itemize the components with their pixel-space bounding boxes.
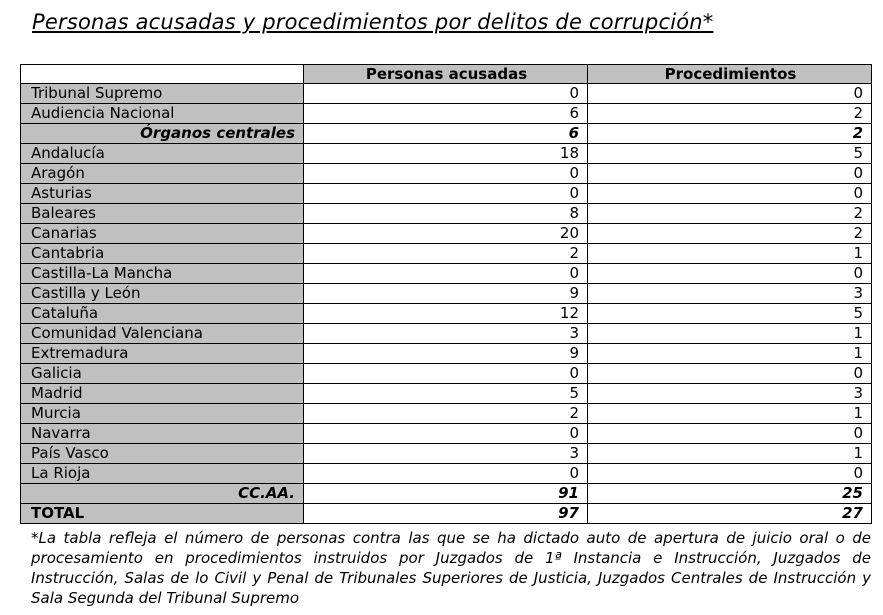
table-row [21,344,872,364]
row-label: Aragón [21,164,304,184]
procedimientos-cell: 1 [588,444,872,464]
row-label: Asturias [21,184,304,204]
header-personas-acusadas: Personas acusadas [304,65,588,84]
row-label: CC.AA. [21,484,304,504]
row-label: Galicia [21,364,304,384]
row-label: Cataluña [21,304,304,324]
table-row [21,204,872,224]
procedimientos-cell: 25 [588,484,872,504]
row-label: La Rioja [21,464,304,484]
personas-acusadas-cell: 0 [304,164,588,184]
procedimientos-cell: 5 [588,144,872,164]
header-blank-cell [21,65,304,84]
procedimientos-cell: 1 [588,244,872,264]
corruption-table [20,64,872,524]
table-row [21,284,872,304]
table-row [21,424,872,444]
personas-acusadas-cell: 3 [304,444,588,464]
row-label: Baleares [21,204,304,224]
table-row [21,224,872,244]
personas-acusadas-cell: 0 [304,184,588,204]
row-label: Audiencia Nacional [21,104,304,124]
procedimientos-cell: 1 [588,404,872,424]
personas-acusadas-cell: 6 [304,104,588,124]
procedimientos-cell: 5 [588,304,872,324]
procedimientos-cell: 1 [588,344,872,364]
table-row [21,164,872,184]
table-row [21,104,872,124]
procedimientos-cell: 3 [588,284,872,304]
procedimientos-cell: 0 [588,264,872,284]
personas-acusadas-cell: 12 [304,304,588,324]
row-label: Andalucía [21,144,304,164]
personas-acusadas-cell: 3 [304,324,588,344]
row-label: Comunidad Valenciana [21,324,304,344]
table-row [21,384,872,404]
procedimientos-cell: 27 [588,504,872,524]
procedimientos-cell: 2 [588,124,872,144]
personas-acusadas-cell: 2 [304,404,588,424]
procedimientos-cell: 2 [588,224,872,244]
personas-acusadas-cell: 6 [304,124,588,144]
procedimientos-cell: 0 [588,184,872,204]
row-label: Castilla-La Mancha [21,264,304,284]
row-label: Navarra [21,424,304,444]
personas-acusadas-cell: 0 [304,264,588,284]
row-label: Castilla y León [21,284,304,304]
personas-acusadas-cell: 97 [304,504,588,524]
table-row [21,364,872,384]
procedimientos-cell: 2 [588,204,872,224]
row-label: Órganos centrales [21,124,304,144]
table-row [21,444,872,464]
personas-acusadas-cell: 9 [304,344,588,364]
table-row [21,124,872,144]
personas-acusadas-cell: 0 [304,424,588,444]
personas-acusadas-cell: 5 [304,384,588,404]
table-row [21,504,872,524]
personas-acusadas-cell: 2 [304,244,588,264]
personas-acusadas-cell: 8 [304,204,588,224]
personas-acusadas-cell: 20 [304,224,588,244]
table-row [21,404,872,424]
procedimientos-cell: 0 [588,464,872,484]
procedimientos-cell: 0 [588,164,872,184]
row-label: País Vasco [21,444,304,464]
row-label: Murcia [21,404,304,424]
table-row [21,264,872,284]
table-row [21,324,872,344]
procedimientos-cell: 0 [588,84,872,104]
procedimientos-cell: 0 [588,424,872,444]
row-label: Tribunal Supremo [21,84,304,104]
table-row [21,304,872,324]
personas-acusadas-cell: 18 [304,144,588,164]
row-label: Canarias [21,224,304,244]
procedimientos-cell: 0 [588,364,872,384]
table-row [21,184,872,204]
table-header-row [21,65,872,84]
table-body [21,84,872,524]
procedimientos-cell: 1 [588,324,872,344]
row-label: Cantabria [21,244,304,264]
procedimientos-cell: 3 [588,384,872,404]
footnote: *La tabla refleja el número de personas contra las que se ha dictado auto de apertura de juicio oral o de procesamiento en procedimientos instruidos por Juzgados de 1ª Instancia e Instrucción, Juzgados de Instrucción, Salas de lo Civil y Penal de Tribunales Superiores de Justicia, Juzgados Centrales de Instrucción y Sala Segunda del Tribunal Supremo [31,529,871,607]
personas-acusadas-cell: 0 [304,84,588,104]
row-label: Extremadura [21,344,304,364]
personas-acusadas-cell: 91 [304,484,588,504]
row-label: TOTAL [21,504,304,524]
table-row [21,84,872,104]
personas-acusadas-cell: 9 [304,284,588,304]
procedimientos-cell: 2 [588,104,872,124]
table-row [21,144,872,164]
personas-acusadas-cell: 0 [304,364,588,384]
table-row [21,484,872,504]
row-label: Madrid [21,384,304,404]
table-row [21,464,872,484]
page-title: Personas acusadas y procedimientos por delitos de corrupción* [32,10,714,34]
personas-acusadas-cell: 0 [304,464,588,484]
header-procedimientos: Procedimientos [588,65,872,84]
table-row [21,244,872,264]
